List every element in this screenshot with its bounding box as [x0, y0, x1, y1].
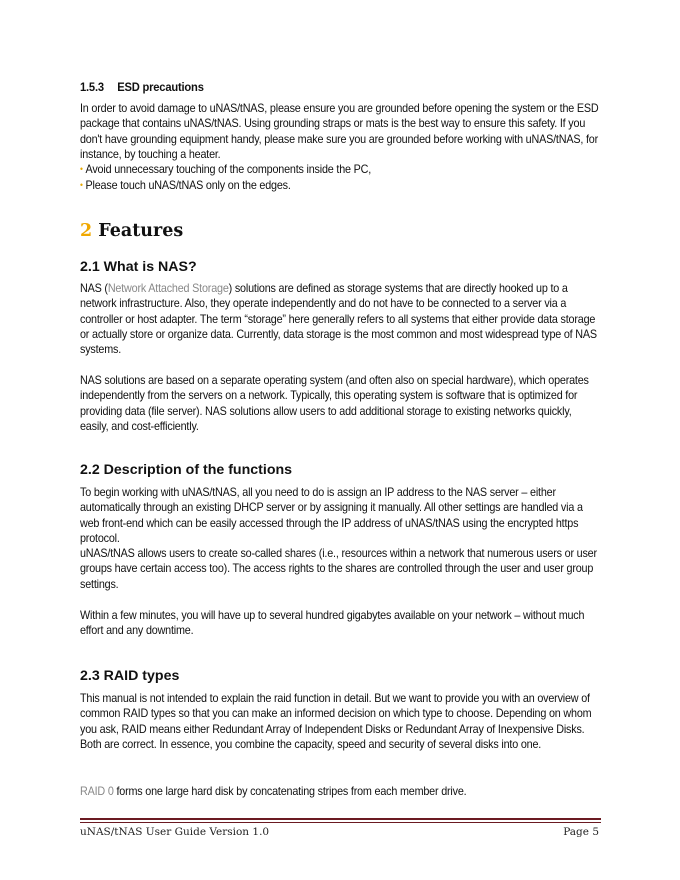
section-2-1-body — [80, 281, 640, 357]
section-2-2-heading: 2.2 Description of the functions — [80, 462, 293, 478]
bullet-icon: • — [80, 180, 83, 191]
section-2-1-heading: 2.1 What is NAS? — [80, 259, 197, 275]
chapter-heading — [80, 221, 183, 241]
functions-paragraph-2: uNAS/tNAS allows users to create so-called shares (i.e., resources within a network that numerous users or user groups have certain access too). The access rights to the shares are controlled through the user and user group settings. — [80, 547, 597, 591]
raid-0-term: RAID 0 — [80, 785, 114, 798]
esd-bullet-2: • Please touch uNAS/tNAS only on the edges. — [80, 179, 291, 193]
nas-term: Network Attached Storage — [107, 282, 229, 295]
raid-0-paragraph: RAID 0 forms one large hard disk by concatenating stripes from each member drive. — [80, 785, 467, 798]
raid-0-line — [80, 784, 640, 799]
nas-os-paragraph: NAS solutions are based on a separate operating system (and often also on special hardware), which operates independently from the servers on a network. Typically, this operating system is software that is optimized for providing data (file server). NAS solutions allow users to add additional storage to existing networks quickly, easily, and cost-efficiently. — [80, 374, 589, 433]
section-2-3-heading: 2.3 RAID types — [80, 668, 180, 684]
section-title: ESD precautions — [117, 80, 204, 94]
footer-rule-thick — [80, 818, 601, 820]
section-2-2-body — [80, 485, 640, 592]
functions-paragraph-1: To begin working with uNAS/tNAS, all you need to do is assign an IP address to the NAS server – either automatically through an existing DHCP server or by assigning it manually. All other settings are handled via a web front-end which can be easily accessed through the IP address of uNAS/tNAS using the encrypted https protocol. — [80, 486, 583, 545]
section-2-2-body-2 — [80, 608, 640, 639]
raid-intro-paragraph: This manual is not intended to explain the raid function in detail. But we want to provide you with an overview of common RAID types so that you can make an informed decision on which type to choose. Depending on whom you ask, RAID means either Redundant Array of Independent Disks or Redundant Array of Inexpensive Disks. Both are correct. In essence, you combine the capacity, speed and security of several disks into one. — [80, 692, 592, 751]
section-1-5-3-heading — [80, 80, 204, 94]
esd-paragraph: In order to avoid damage to uNAS/tNAS, please ensure you are grounded before opening the system or the ESD package that contains uNAS/tNAS. Using grounding straps or mats is the best way to ensure this safety. If you don't have grounding equipment handy, please make sure you are grounded before working with uNAS/tNAS, for instance, by touching a heater. — [80, 102, 599, 161]
footer-title: uNAS/tNAS User Guide Version 1.0 — [80, 826, 270, 838]
section-2-3-body — [80, 691, 640, 752]
section-number: 1.5.3 — [80, 80, 104, 94]
footer-rule-thin — [80, 822, 601, 823]
esd-paragraph-block — [80, 101, 640, 195]
chapter-title: Features — [98, 221, 184, 241]
footer-page-number: Page 5 — [563, 826, 599, 838]
functions-paragraph-3: Within a few minutes, you will have up to several hundred gigabytes available on your network – without much effort and any downtime. — [80, 609, 585, 638]
nas-definition-paragraph: NAS (Network Attached Storage) solutions are defined as storage systems that are directly hooked up to a network infrastructure. Also, they operate independently and do not have to be connected to a server via a controller or host adapter. The term “storage” here generally refers to all systems that either provide data storage or actually store or organize data. Currently, data storage is the most common and most widespread type of NAS systems. — [80, 282, 597, 357]
chapter-number: 2 — [80, 221, 93, 241]
section-2-1-body-2 — [80, 373, 640, 434]
esd-bullet-1: • Avoid unnecessary touching of the components inside the PC, — [80, 163, 372, 177]
bullet-icon: • — [80, 164, 83, 175]
